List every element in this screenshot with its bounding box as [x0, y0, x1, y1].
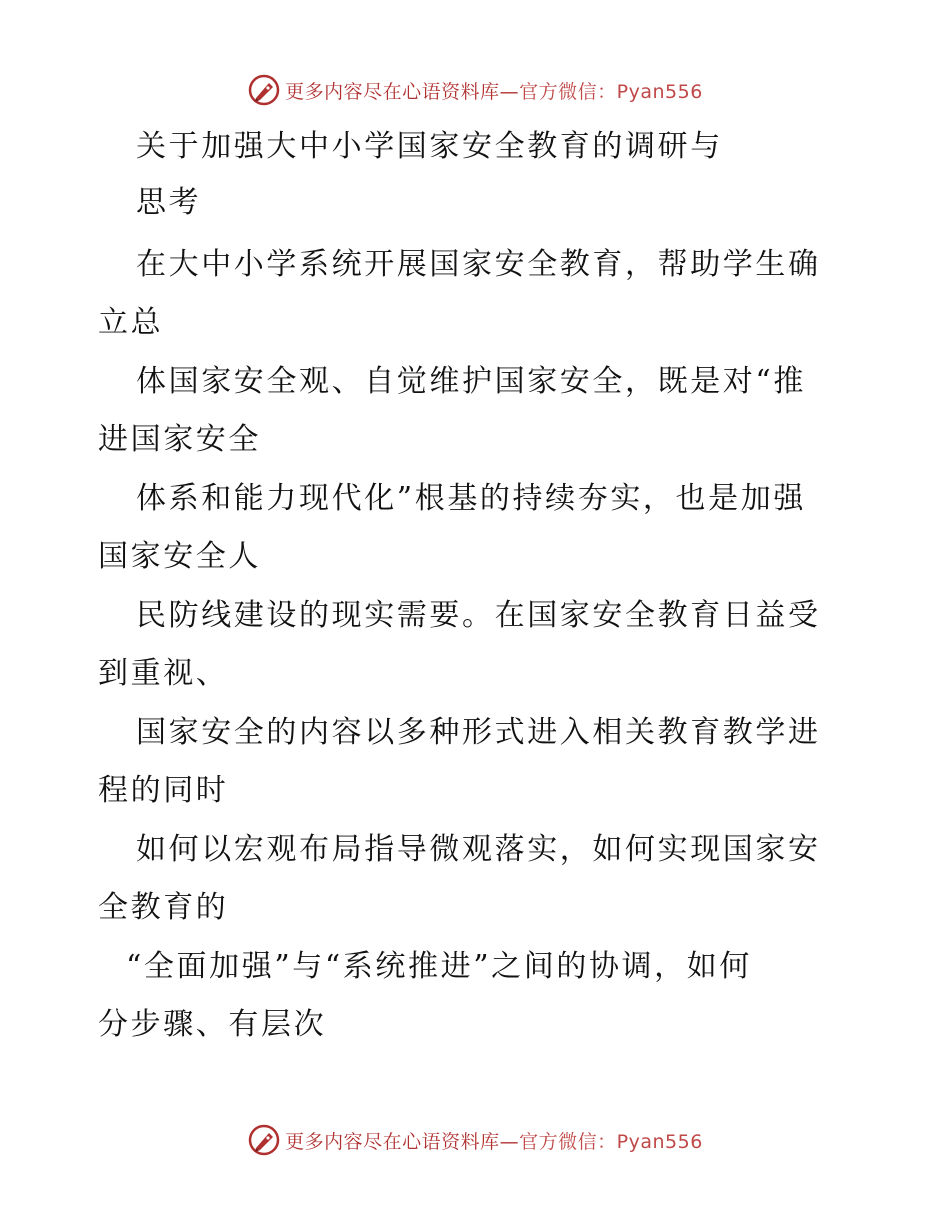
banner-contact-text: 官方微信：Pyan556: [519, 80, 703, 103]
footer-banner: [0, 1120, 950, 1160]
text-line: 民防线建设的现实需要。在国家安全教育日益受: [136, 598, 821, 633]
text-line: “全面加强”与“系统推进”之间的协调，如何: [126, 949, 752, 984]
banner-site-text: 更多内容尽在心语资料库—: [285, 80, 520, 103]
text-line: 进国家安全: [98, 422, 261, 457]
header-banner: [0, 70, 950, 110]
text-line: 国家安全人: [98, 539, 261, 574]
text-line: 体系和能力现代化”根基的持续夯实，也是加强: [136, 481, 806, 516]
banner-text: [285, 77, 703, 104]
title-line-2: 思考: [136, 185, 202, 220]
banner-site-text: 更多内容尽在心语资料库—: [285, 1130, 520, 1153]
text-line: 全教育的: [98, 890, 229, 925]
text-line: 到重视、: [98, 656, 229, 691]
text-line: 体国家安全观、自觉维护国家安全，既是对“推: [136, 364, 806, 399]
title-line-1: 关于加强大中小学国家安全教育的调研与: [136, 129, 723, 164]
pen-nib-logo-icon: [247, 1123, 281, 1157]
banner-text: [285, 1127, 703, 1154]
text-line: 分步骤、有层次: [98, 1007, 327, 1042]
banner-contact-text: 官方微信：Pyan556: [519, 1130, 703, 1153]
pen-nib-logo-icon: [247, 73, 281, 107]
text-line: 国家安全的内容以多种形式进入相关教育教学进: [136, 715, 821, 750]
text-line: 立总: [98, 305, 164, 340]
text-line: 程的同时: [98, 773, 229, 808]
text-line: 在大中小学系统开展国家安全教育，帮助学生确: [136, 247, 821, 282]
text-line: 如何以宏观布局指导微观落实，如何实现国家安: [136, 832, 821, 867]
